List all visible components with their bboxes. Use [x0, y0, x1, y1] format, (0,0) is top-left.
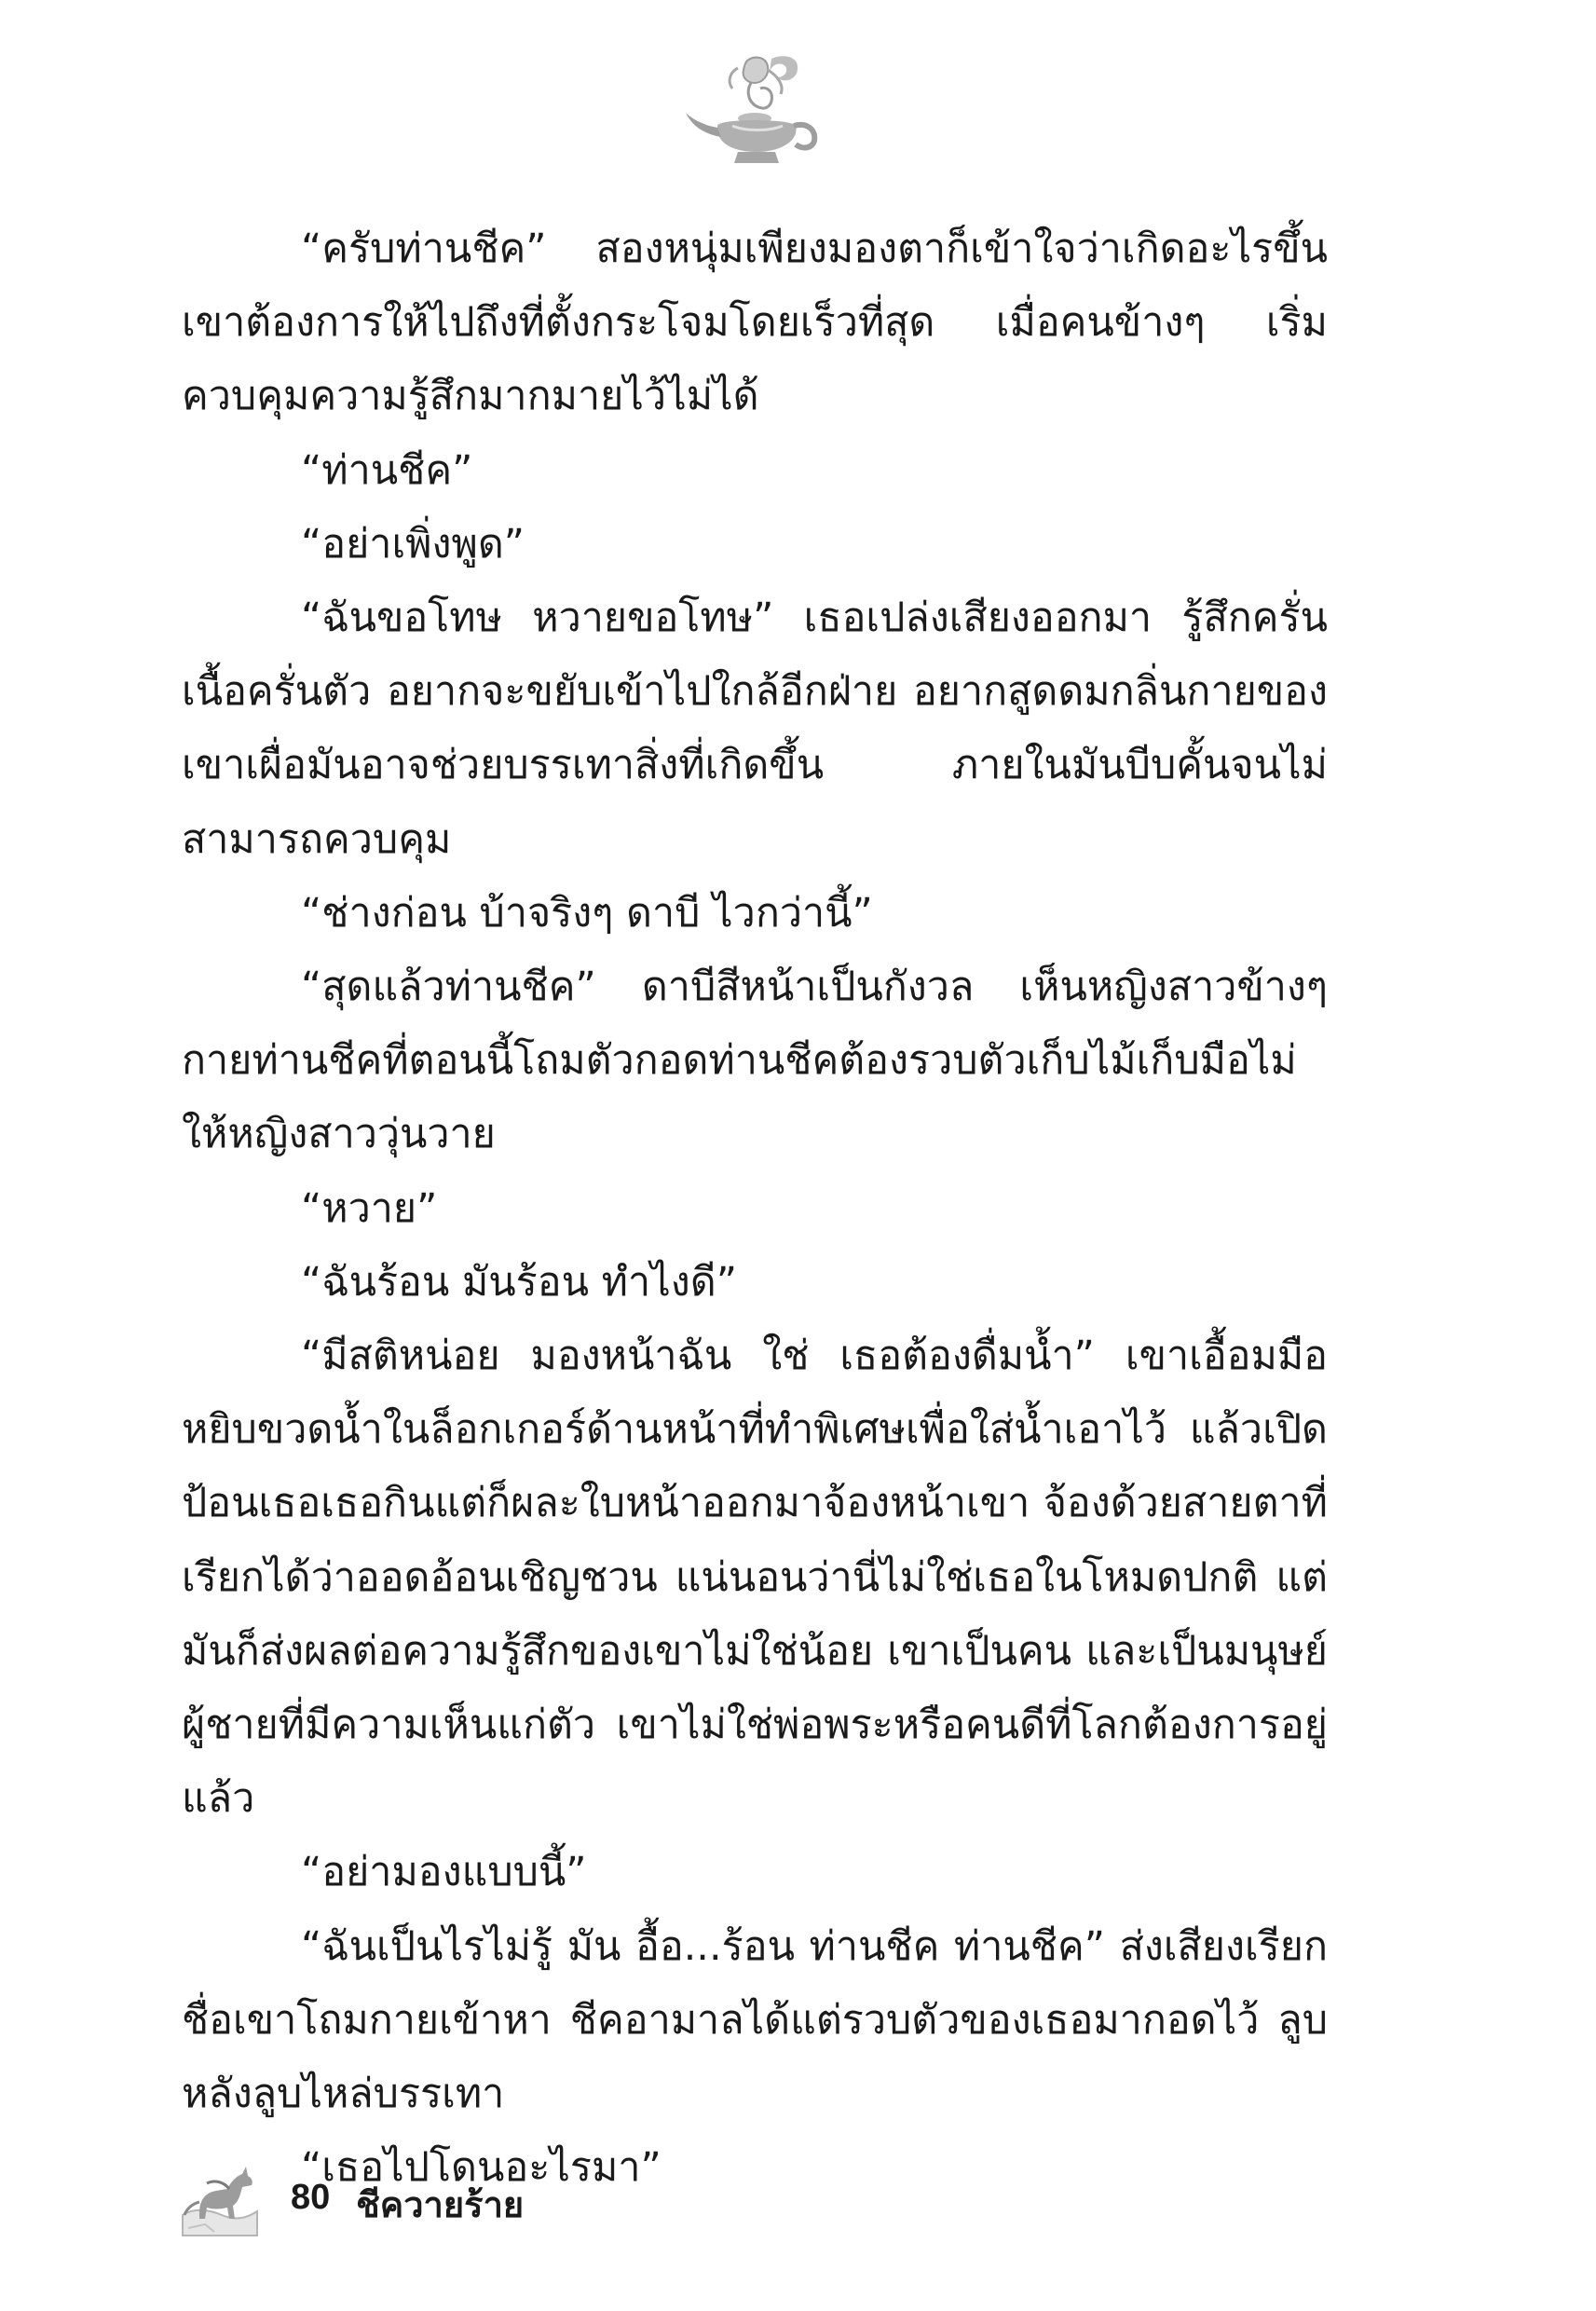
paragraph: “สุดแล้วท่านชีค” ดาบีสีหน้าเป็นกังวล เห็นหญิงสาวข้างๆ กายท่านชีคที่ตอนนี้โถมตัวกอดท่านชีคต้องรวบตัวเก็บไม้เก็บมือไม่ให้หญิงสาววุ่นวาย	[182, 964, 1328, 1158]
paragraph: “ฉันเป็นไรไม่รู้ มัน อื้อ...ร้อน ท่านชีค ท่านชีค” ส่งเสียงเรียกชื่อเขาโถมกายเข้าหา ชีคอามาลได้แต่รวบตัวของเธอมากอดไว้ ลูบหลังลูบไหล่บรรเทา	[182, 1922, 1328, 2118]
paragraph: “ฉันร้อน มันร้อน ทำไงดี”	[301, 1258, 737, 1306]
paragraph: “ฉันขอโทษ หวายขอโทษ” เธอเปล่งเสียงออกมา รู้สึกครั่นเนื้อครั่นตัว อยากจะขยับเข้าไปใกล้อีกฝ่าย อยากสูดดมกลิ่นกายของเขาเผื่อมันอาจช่วยบรรเทาสิ่งที่เกิดขึ้น ภายในมันบีบคั้นจนไม่สามารถควบคุม	[182, 595, 1328, 863]
page-footer	[177, 2157, 829, 2241]
body-text	[182, 212, 1328, 2205]
page-number: 80	[291, 2178, 331, 2217]
paragraph: “ช่างก่อน บ้าจริงๆ ดาบี ไวกว่านี้”	[301, 889, 873, 937]
paragraph: “อย่ามองแบบนี้”	[301, 1849, 587, 1896]
paragraph: “ท่านชีค”	[301, 446, 473, 494]
paragraph: “ครับท่านชีค” สองหนุ่มเพียงมองตาก็เข้าใจว่าเกิดอะไรขึ้น เขาต้องการให้ไปถึงที่ตั้งกระโจมโดยเร็วที่สุด เมื่อคนข้างๆ เริ่มควบคุมความรู้สึกมากมายไว้ไม่ได้	[182, 226, 1328, 420]
paragraph: “เธอไปโดนอะไรมา”	[301, 2144, 662, 2192]
genie-lamp-icon	[680, 51, 829, 172]
book-title: ชีควายร้าย	[356, 2184, 525, 2225]
paragraph: “มีสติหน่อย มองหน้าฉัน ใช่ เธอต้องดื่มน้ำ” เขาเอื้อมมือหยิบขวดน้ำในล็อกเกอร์ด้านหน้าที่ทำพิเศษเพื่อใส่น้ำเอาไว้ แล้วเปิดป้อนเธอเธอกินแต่ก็ผละใบหน้าออกมาจ้องหน้าเขา จ้องด้วยสายตาที่เรียกได้ว่าออดอ้อนเชิญชวน แน่นอนว่านี่ไม่ใช่เธอในโหมดปกติ แต่มันก็ส่งผลต่อความรู้สึกของเขาไม่ใช่น้อย เขาเป็นคน และเป็นมนุษย์ผู้ชายที่มีความเห็นแก่ตัว เขาไม่ใช่พ่อพระหรือคนดีที่โลกต้องการอยู่แล้ว	[182, 1333, 1328, 1823]
horse-icon	[177, 2157, 261, 2241]
paragraph: “หวาย”	[301, 1184, 438, 1232]
paragraph: “อย่าเพิ่งพูด”	[301, 520, 525, 567]
